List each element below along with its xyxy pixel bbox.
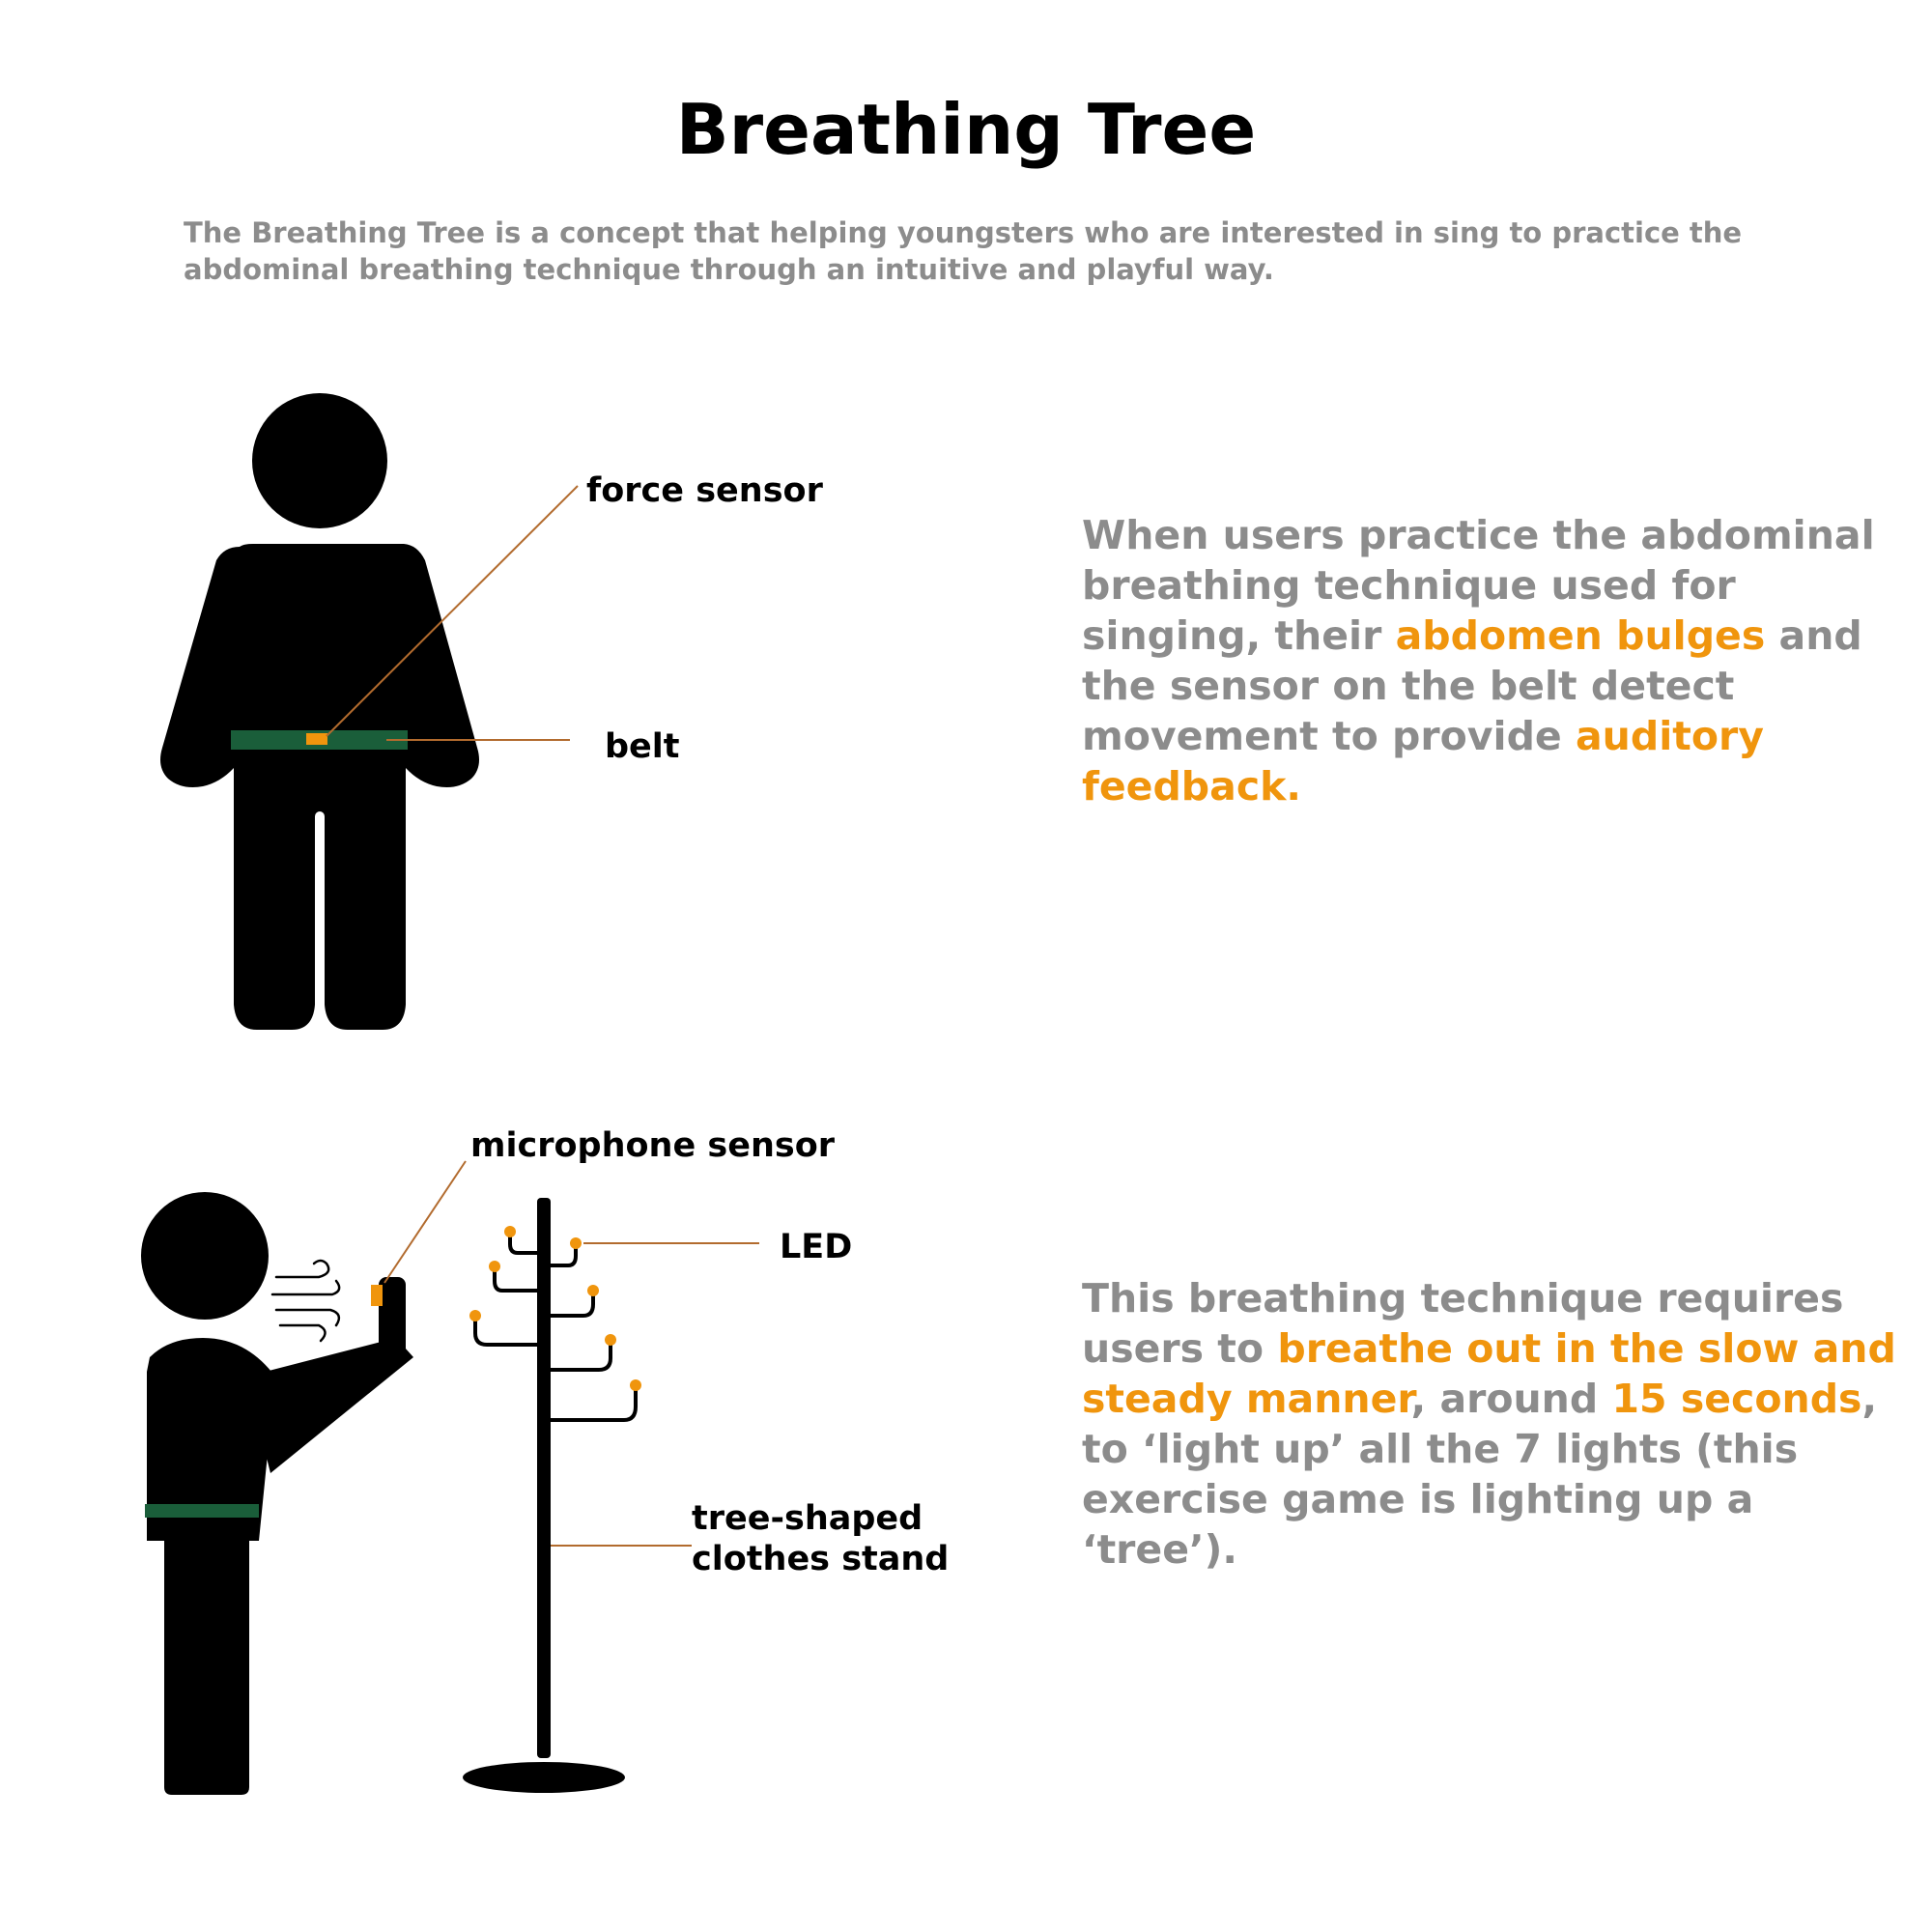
paragraph-2-highlight-2: 15 seconds [1611, 1376, 1862, 1422]
led-4 [587, 1285, 599, 1296]
microphone-sensor [371, 1285, 383, 1306]
microphone-sensor-leader [384, 1161, 466, 1283]
paragraph-1 [1082, 510, 1913, 811]
led-5 [469, 1310, 481, 1321]
led-label: LED [780, 1228, 853, 1266]
branch-1 [510, 1235, 537, 1253]
paragraph-1-highlight-1: abdomen bulges [1395, 612, 1766, 659]
paragraph-1-text-2: and the sensor on the belt detect movement to provide [1082, 612, 1862, 759]
branch-5 [475, 1321, 537, 1345]
person-standing-icon [160, 393, 479, 1034]
paragraph-2-highlight-1: breathe out in the slow and steady manner [1082, 1325, 1896, 1422]
stand-base [463, 1762, 625, 1793]
paragraph-1-highlight-2: auditory feedback. [1082, 713, 1764, 810]
branch-4 [551, 1294, 593, 1316]
paragraph-1-text-1: When users practice the abdominal breathing technique used for singing, their [1082, 512, 1875, 659]
branch-3 [495, 1270, 537, 1291]
coat-tree-icon [463, 1198, 641, 1793]
person-blowing-icon [141, 1192, 413, 1795]
led-3 [489, 1261, 500, 1272]
force-sensor [306, 733, 327, 745]
branch-7 [551, 1391, 636, 1420]
person-head [252, 393, 387, 528]
paragraph-2 [1082, 1273, 1913, 1575]
microphone-sensor-label: microphone sensor [470, 1126, 836, 1165]
page-title: Breathing Tree [675, 89, 1257, 170]
person-leg-gap [315, 811, 325, 1034]
branch-2 [551, 1246, 576, 1265]
intro-text: The Breathing Tree is a concept that helping youngsters who are interested in sing to practice the abdominal breathing technique through an intuitive and playful way. [184, 216, 1743, 286]
person2-head [141, 1192, 269, 1320]
led-1 [504, 1226, 516, 1237]
belt-label: belt [605, 727, 680, 766]
paragraph-2-text-1: This breathing technique requires users to [1082, 1275, 1844, 1372]
led-7 [630, 1379, 641, 1391]
led-6 [605, 1334, 616, 1346]
belt-2 [145, 1504, 259, 1518]
breath-wind-icon [272, 1261, 339, 1341]
paragraph-2-text-2: , around [1410, 1376, 1612, 1422]
force-sensor-label: force sensor [586, 471, 823, 510]
stand-pole [537, 1198, 551, 1758]
paragraph-2-text-3: , to ‘light up’ all the 7 lights (this exercise game is lighting up a ‘tree’). [1082, 1376, 1878, 1573]
branch-6 [551, 1345, 611, 1370]
stand-label-line2: clothes stand [692, 1540, 950, 1578]
led-2 [570, 1237, 582, 1249]
stand-label-line1: tree-shaped [692, 1499, 923, 1538]
microphone-device [379, 1277, 406, 1362]
